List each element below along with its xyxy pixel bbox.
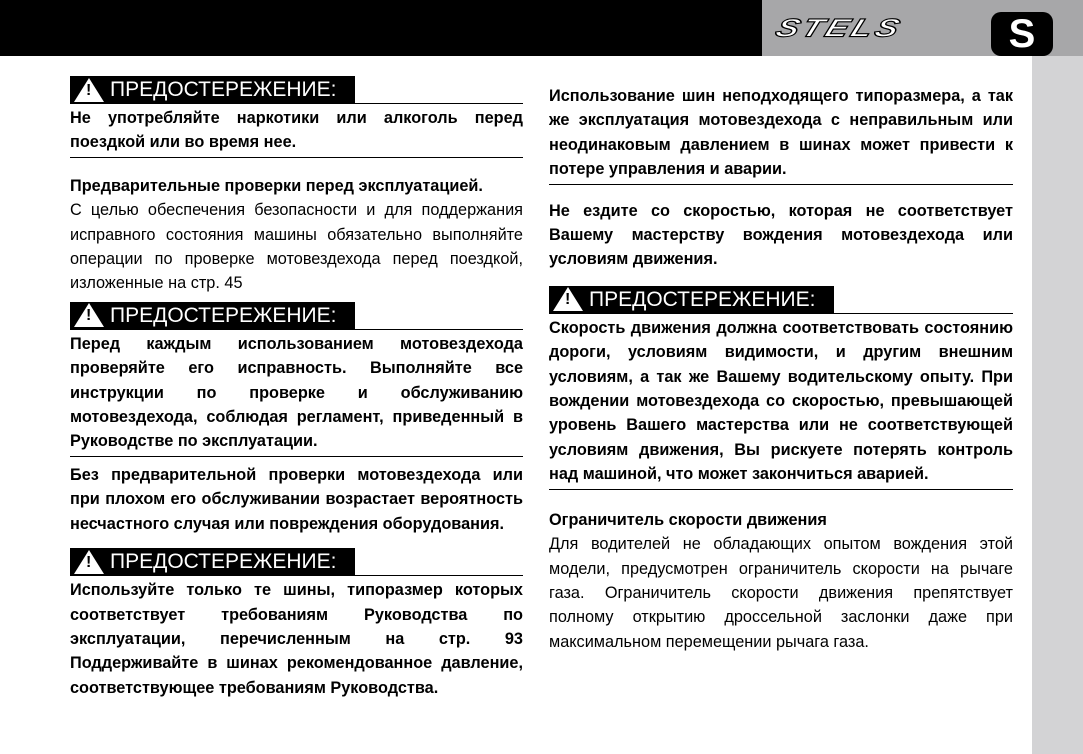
warning-label: ПРЕДОСТЕРЕЖЕНИЕ: — [110, 78, 337, 101]
warning-text: Не ездите со скоростью, которая не соответствует Вашему мастерству вождения мотовездехода или условиям движения. — [549, 201, 1013, 269]
warning-banner — [70, 76, 523, 104]
warning-text: Перед каждым использованием мотовездехода проверяйте его исправность. Выполняйте все инструкции по проверке и обслуживанию мотовездехода, соблюдая регламент, приведенный в Руководстве по эксплуатации. — [70, 332, 523, 457]
stels-badge-logo: S — [991, 12, 1053, 56]
warning-text: Используйте только те шины, типоразмер которых соответствует требованиям Руководства по эксплуатации, перечисленным на стр. 93 Поддерживайте в шинах рекомендованное давление, соответствующее требованиям Руководства. — [70, 581, 523, 697]
warning-text: Без предварительной проверки мотовездехода или при плохом его обслуживании возрастает вероятность несчастного случая или повреждения оборудования. — [70, 465, 523, 533]
warning-banner — [549, 286, 1013, 314]
warning-icon: ! — [74, 303, 104, 327]
warning-label: ПРЕДОСТЕРЕЖЕНИЕ: — [110, 303, 337, 327]
warning-icon: ! — [74, 550, 104, 574]
right-column — [549, 84, 1013, 654]
warning-text: Скорость движения должна соответствовать состоянию дороги, условиям видимости, и другим внешним условиям, а так же Вашему водительскому опыту. При вождении мотовездехода со скоростью, превышающей уровень Вашего мастерства или не соответствующей условиям движения, Вы рискуете потерять контроль над машиной, что может закончиться аварией. — [549, 316, 1013, 490]
paragraph: С целью обеспечения безопасности и для поддержания исправного состояния машины обязательно выполняйте операции по проверке мотовездехода перед поездкой, изложенные на стр. 45 — [70, 201, 523, 293]
stels-logo: STELS — [771, 14, 907, 43]
warning-label: ПРЕДОСТЕРЕЖЕНИЕ: — [589, 287, 816, 311]
warning-icon: ! — [553, 287, 583, 311]
section-heading: Ограничитель скорости движения — [549, 510, 827, 529]
warning-icon: ! — [74, 78, 104, 102]
warning-label: ПРЕДОСТЕРЕЖЕНИЕ: — [110, 550, 337, 574]
logo-area — [762, 0, 1083, 56]
warning-text: Использование шин неподходящего типоразмера, а так же эксплуатация мотовездехода с неправильным или неодинаковым давлением в шинах может привести к потере управления и аварии. — [549, 84, 1013, 185]
warning-banner — [70, 548, 523, 576]
left-column — [70, 76, 523, 700]
paragraph: Для водителей не обладающих опытом вождения этой модели, предусмотрен ограничитель скорости на рычаге газа. Ограничитель скорости движения препятствует полному открытию дроссельной заслонки даже при максимальном перемещении рычага газа. — [549, 535, 1013, 651]
side-strip — [1032, 56, 1083, 754]
warning-text: Не употребляйте наркотики или алкоголь перед поездкой или во время нее. — [70, 106, 523, 158]
header-bar — [0, 0, 762, 56]
warning-banner — [70, 302, 523, 330]
section-heading: Предварительные проверки перед эксплуатацией. — [70, 176, 483, 195]
